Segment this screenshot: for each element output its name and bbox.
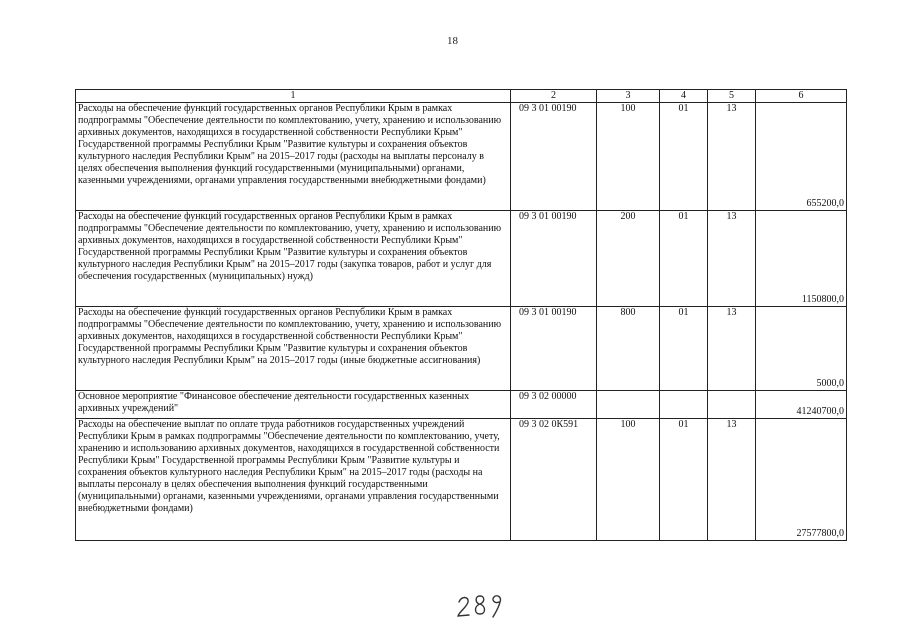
- row-section: 01: [660, 419, 708, 541]
- column-header: 4: [660, 90, 708, 103]
- row-description: Расходы на обеспечение функций государственных органов Республики Крым в рамках подпрограммы "Обеспечение деятельности по комплектованию, учету, хранению и использованию архивных документов, находящихся в государственной собственности Республики Крым" Государственной программы Республики Крым "Развитие культуры и сохранения объектов культурного наследия Республики Крым" на 2015–2017 годы (иные бюджетные ассигнования): [76, 307, 511, 391]
- row-expense-type: [597, 391, 660, 419]
- row-section: 01: [660, 307, 708, 391]
- row-subsection: 13: [708, 103, 756, 211]
- table-header-row: [76, 90, 847, 103]
- row-subsection: 13: [708, 211, 756, 307]
- row-section: 01: [660, 103, 708, 211]
- row-description: Расходы на обеспечение функций государственных органов Республики Крым в рамках подпрограммы "Обеспечение деятельности по комплектованию, учету, хранению и использованию архивных документов, находящихся в государственной собственности Республики Крым" Государственной программы Республики Крым "Развитие культуры и сохранения объектов культурного наследия Республики Крым" на 2015–2017 годы (расходы на выплаты персоналу в целях обеспечения выполнения функций государственными (муниципальными) органами, казенными учреждениями, органами управления государственными внебюджетными фондами): [76, 103, 511, 211]
- budget-table: [75, 89, 847, 541]
- row-subsection: 13: [708, 307, 756, 391]
- table-row: [76, 419, 847, 541]
- table-row: [76, 103, 847, 211]
- column-header: 2: [511, 90, 597, 103]
- row-section: 01: [660, 211, 708, 307]
- row-amount: 27577800,0: [756, 419, 847, 541]
- row-description: Основное мероприятие "Финансовое обеспечение деятельности государственных казенных архивных учреждений": [76, 391, 511, 419]
- column-header: 5: [708, 90, 756, 103]
- page-number: 18: [447, 35, 458, 47]
- row-description: Расходы на обеспечение выплат по оплате труда работников государственных учреждений Республики Крым в рамках подпрограммы "Обеспечение деятельности по комплектованию, учету, хранению и использованию архивных документов, находящихся в государственной собственности Республики Крым" Государственной программы Республики Крым "Развитие культуры и сохранения объектов культурного наследия Республики Крым" на 2015–2017 годы (расходы на выплаты персоналу в целях обеспечения выполнения функций государственными (муниципальными) органами, казенными учреждениями, органами управления государственными внебюджетными фондами): [76, 419, 511, 541]
- column-header: 3: [597, 90, 660, 103]
- row-section: [660, 391, 708, 419]
- table-row: [76, 391, 847, 419]
- row-expense-type: 800: [597, 307, 660, 391]
- table-row: [76, 211, 847, 307]
- column-header: 1: [76, 90, 511, 103]
- row-amount: 5000,0: [756, 307, 847, 391]
- table-row: [76, 307, 847, 391]
- row-expense-type: 100: [597, 419, 660, 541]
- row-amount: 655200,0: [756, 103, 847, 211]
- row-amount: 1150800,0: [756, 211, 847, 307]
- row-description: Расходы на обеспечение функций государственных органов Республики Крым в рамках подпрограммы "Обеспечение деятельности по комплектованию, учету, хранению и использованию архивных документов, находящихся в государственной собственности Республики Крым" Государственной программы Республики Крым "Развитие культуры и сохранения объектов культурного наследия Республики Крым" на 2015–2017 годы (закупка товаров, работ и услуг для обеспечения государственных (муниципальных) нужд): [76, 211, 511, 307]
- row-code: 09 3 01 00190: [511, 103, 597, 211]
- row-expense-type: 100: [597, 103, 660, 211]
- row-expense-type: 200: [597, 211, 660, 307]
- row-code: 09 3 01 00190: [511, 211, 597, 307]
- column-header: 6: [756, 90, 847, 103]
- row-code: 09 3 02 00000: [511, 391, 597, 419]
- row-amount: 41240700,0: [756, 391, 847, 419]
- row-code: 09 3 01 00190: [511, 307, 597, 391]
- row-subsection: [708, 391, 756, 419]
- row-code: 09 3 02 0К591: [511, 419, 597, 541]
- handwritten-page-number: [455, 592, 515, 620]
- row-subsection: 13: [708, 419, 756, 541]
